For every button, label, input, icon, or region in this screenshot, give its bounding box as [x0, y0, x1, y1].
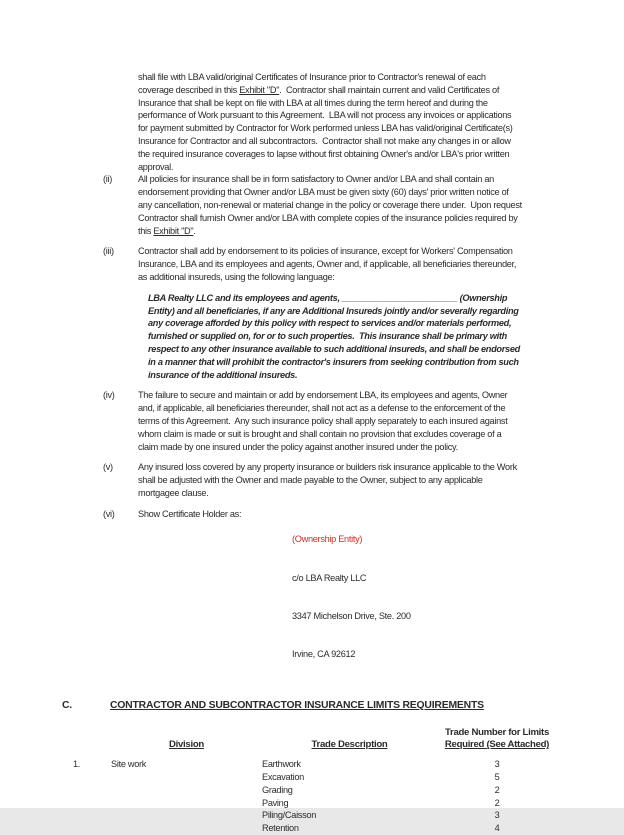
- trade-value-cell: 2: [494, 797, 500, 808]
- column-header-limits: [437, 727, 557, 753]
- list-item-iii-label: (iii): [103, 246, 114, 257]
- trade-name-cell: Retention: [262, 823, 299, 834]
- list-item-ii-label: (ii): [103, 174, 113, 185]
- row-number-empty: [73, 784, 111, 797]
- additional-insured-endorsement-language: LBA Realty LLC and its employees and agents, ________________________ (Ownership Entity) and all beneficiaries, if any are Additional Insureds jointly and/or severally regarding any coverage afforded by this policy with respect to services and/or materials performed, furnished or supplied on, for or to such properties. This insurance shall be primary with respect to any other insurance available to such additional insureds, and shall be endorsed in a manner that will prohibit the contractor's insurers from seeking contribution from such insurance of the additional insureds.: [148, 292, 523, 380]
- address-street: 3347 Michelson Drive, Ste. 200: [292, 611, 411, 622]
- intro-paragraph: [0, 71, 522, 173]
- row-number: 1.: [73, 759, 81, 770]
- item-ii-text-post: .: [193, 225, 196, 236]
- column-header-trade-description: Trade Description: [311, 739, 388, 751]
- certificate-holder-address: [292, 508, 411, 687]
- list-item-vi-label: (vi): [103, 508, 115, 519]
- table-row: [73, 822, 624, 835]
- table-row: [73, 809, 624, 822]
- certificate-holder-lead: Show Certificate Holder as:: [138, 508, 242, 519]
- exhibit-d-reference: Exhibit "D": [239, 84, 280, 95]
- certificate-holder-row: [138, 508, 522, 687]
- list-item-vi: [0, 508, 624, 687]
- list-item-iv: [0, 389, 624, 453]
- list-item-iv-label: (iv): [103, 390, 115, 401]
- list-item-v-body: Any insured loss covered by any property insurance or builders risk insurance applicable to the Work shall be adjusted with the Owner and made payable to the Owner, subject to any applicable mortgagee clause.: [138, 462, 520, 498]
- exhibit-d-reference: Exhibit "D": [153, 225, 194, 236]
- division-cell-empty: [111, 797, 262, 810]
- list-item-v: [0, 461, 624, 499]
- trade-value-cell: 4: [494, 823, 500, 834]
- list-item-iii: [0, 245, 624, 283]
- trade-value-cell: 2: [494, 784, 500, 795]
- intro-text-post: . Contractor shall maintain current and valid Certificates of Insurance that shall be kept on file with LBA at all times during the term hereof and during the performance of Work pursuant to this Agreement. LBA will not process any invoices or applications for payment submitted by Contractor for Work performed unless LBA has valid/original Certificate(s) Insurance for Contractor and all subcontractors. Contractor shall not make any changes in or allow the required insurance coverages to lapse without first obtaining Owner's and/or LBA's prior written approval.: [138, 84, 515, 172]
- intro-text-pre: shall file with LBA valid/original Certificates of Insurance prior to Contractor's renewal of each coverage described in this: [138, 72, 488, 95]
- division-cell-empty: [111, 809, 262, 822]
- column-header-limits-line1: Trade Number for Limits: [445, 726, 549, 738]
- section-c-heading: [62, 700, 624, 713]
- table-row: [73, 784, 624, 797]
- division-cell-empty: [111, 822, 262, 835]
- division-cell-empty: [111, 771, 262, 784]
- ownership-entity-placeholder: (Ownership Entity): [292, 534, 363, 545]
- section-c-title: CONTRACTOR AND SUBCONTRACTOR INSURANCE LIMITS REQUIREMENTS: [110, 699, 484, 711]
- division-cell: Site work: [111, 759, 147, 770]
- trade-value-cell: 3: [494, 759, 500, 770]
- section-c-letter: C.: [62, 699, 72, 711]
- list-item-iii-body: Contractor shall add by endorsement to its policies of insurance, except for Workers' Compensation Insurance, LBA and its employees and agents, Owner and, if applicable, all beneficiaries thereunder, as additional insureds, using the following language:: [138, 246, 519, 282]
- address-care-of: c/o LBA Realty LLC: [292, 572, 367, 583]
- row-number-empty: [73, 822, 111, 835]
- row-number-empty: [73, 809, 111, 822]
- trade-name-cell: Paving: [262, 797, 289, 808]
- column-header-division: Division: [169, 739, 204, 751]
- trade-name-cell: Piling/Caisson: [262, 810, 317, 821]
- list-item-iv-body: The failure to secure and maintain or add by endorsement LBA, its employees and agents, Owner and, if applicable, all beneficiaries thereunder, shall not act as a defense to the enforcement of the terms of this Agreement. Any such insurance policy shall apply separately to each insured against whom claim is made or suit is brought and shall contain no provision that excludes coverage of a claim made by one insured under the policy against another insured under the policy.: [138, 390, 510, 452]
- row-number-empty: [73, 797, 111, 810]
- table-row: [73, 797, 624, 810]
- table-header-row: [73, 727, 624, 753]
- trade-name-cell: Grading: [262, 784, 293, 795]
- list-item-v-label: (v): [103, 462, 113, 473]
- address-city: Irvine, CA 92612: [292, 649, 356, 660]
- trade-value-cell: 5: [494, 772, 500, 783]
- list-item-ii: [0, 173, 624, 237]
- trade-name-cell: Excavation: [262, 772, 304, 783]
- trade-name-cell: Earthwork: [262, 759, 301, 770]
- item-ii-text-pre: All policies for insurance shall be in form satisfactory to Owner and/or LBA and shall contain an endorsement providing that Owner and/or LBA must be given sixty (60) days' prior written notice of any cancellation, non-renewal or material change in the policy or coverage there under. Upon request Contractor shall furnish Owner and/or LBA with complete copies of the insurance policies required by this: [138, 174, 525, 236]
- division-cell-empty: [111, 784, 262, 797]
- column-header-limits-line2: Required (See Attached): [444, 739, 550, 751]
- table-row: [73, 758, 624, 771]
- list-item-ii-body: [138, 173, 525, 237]
- trade-value-cell: 3: [494, 810, 500, 821]
- table-row: [73, 771, 624, 784]
- row-number-empty: [73, 771, 111, 784]
- insurance-limits-table: [73, 727, 624, 835]
